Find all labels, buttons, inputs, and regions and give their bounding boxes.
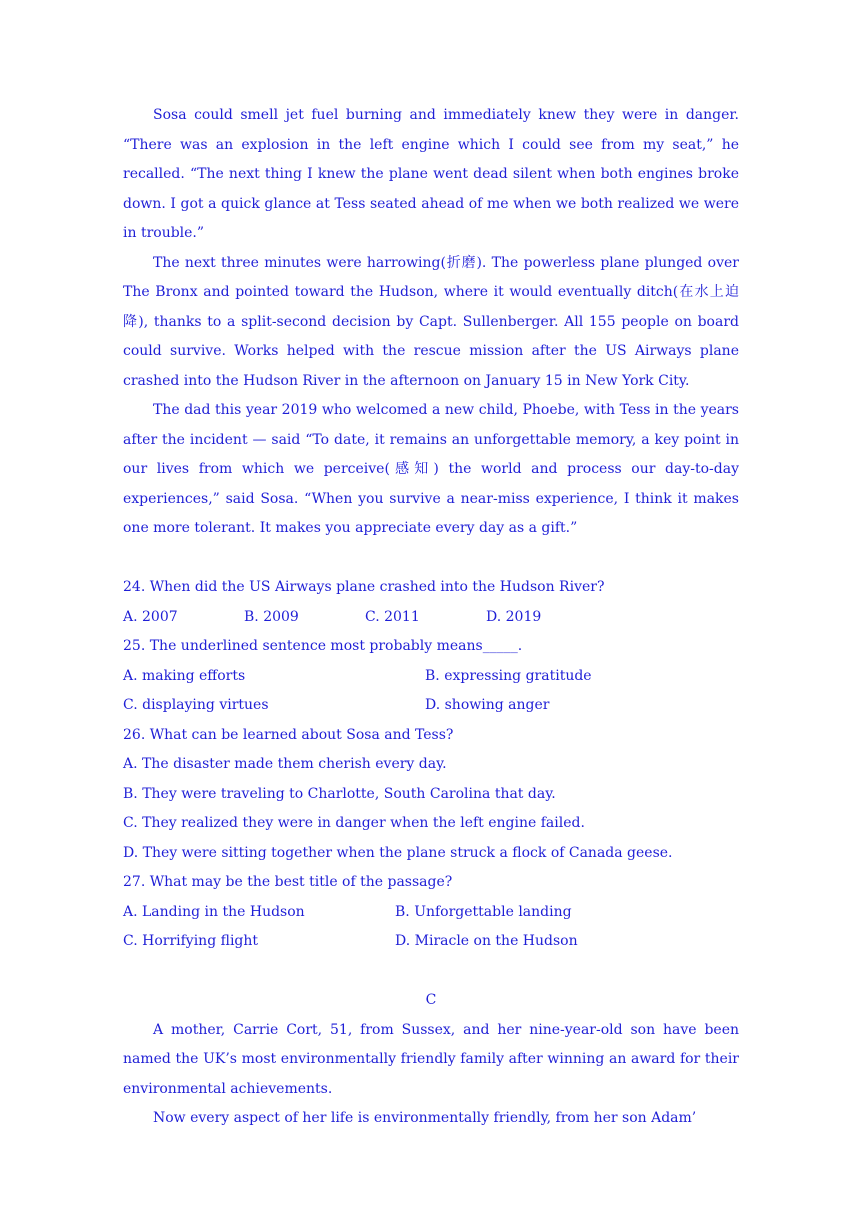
spacer [123,544,739,574]
question-24 [123,573,739,632]
question-27-option-b: B. Unforgettable landing [395,903,572,920]
question-25-options-row-2 [123,691,739,721]
question-26-stem: 26. What can be learned about Sosa and Tess? [123,726,454,743]
question-25-option-d: D. showing anger [425,697,550,713]
passage-b-paragraph-3: The dad this year 2019 who welcomed a new child, Phoebe, with Tess in the years after the incident — said “To date, it remains an unforgettable memory, a key point in our lives from which we perceive(感知) the world and process our day-to-day experiences,” said Sosa. “When you survive a near-miss experience, I think it makes one more tolerant. It makes you appreciate every day as a gift.” [123,402,739,536]
question-24-stem: 24. When did the US Airways plane crashed into the Hudson River? [123,579,605,595]
question-25-option-b: B. expressing gratitude [425,667,592,684]
passage-b-paragraph-1: Sosa could smell jet fuel burning and immediately knew they were in danger. “There was an explosion in the left engine which I could see from my seat,” he recalled. “The next thing I knew the plane went dead silent when both engines broke down. I got a quick glance at Tess seated ahead of me when we both realized we were in trouble.” [123,107,739,241]
passage-b-paragraph-2: The next three minutes were harrowing(折磨). The powerless plane plunged over The Bronx and pointed toward the Hudson, where it would eventually ditch(在水上迫降), thanks to a split-second decision by Capt. Sullenberger. All 155 people on board could survive. Works helped with the rescue mission after the US Airways plane crashed into the Hudson River in the afternoon on January 15 in New York City. [123,254,739,389]
section-heading-c: C [425,992,437,1008]
question-27-option-c: C. Horrifying flight [123,933,259,949]
question-25-option-a: A. making efforts [123,667,246,684]
question-27-options-row-1 [123,898,739,928]
question-24-option-c: C. 2011 [365,608,420,625]
question-27 [123,868,739,957]
question-26-option-b: B. They were traveling to Charlotte, South Carolina that day. [123,785,556,802]
question-25-options-row-1 [123,662,739,692]
passage-c-paragraph-1: A mother, Carrie Cort, 51, from Sussex, and her nine-year-old son have been named the UK’s most environmentally friendly family after winning an award for their environmental achievements. [123,1021,739,1097]
document-page [123,101,739,1134]
question-25 [123,632,739,721]
question-24-options [123,603,739,633]
question-26-option-d: D. They were sitting together when the plane struck a flock of Canada geese. [123,844,673,861]
question-25-stem: 25. The underlined sentence most probably means_____. [123,638,523,654]
passage-c-paragraph-2: Now every aspect of her life is environmentally friendly, from her son Adam’ [153,1110,697,1126]
question-27-options-row-2 [123,927,739,957]
question-24-option-d: D. 2019 [486,608,542,625]
question-27-stem: 27. What may be the best title of the passage? [123,874,453,890]
question-27-option-a: A. Landing in the Hudson [123,903,305,920]
question-26-option-a: A. The disaster made them cherish every day. [123,756,447,772]
question-25-option-c: C. displaying virtues [123,697,269,713]
question-24-option-b: B. 2009 [244,608,299,625]
question-26 [123,721,739,869]
question-24-option-a: A. 2007 [123,608,178,625]
question-27-option-d: D. Miracle on the Hudson [395,933,578,949]
spacer [123,957,739,987]
question-26-option-c: C. They realized they were in danger when the left engine failed. [123,815,585,831]
